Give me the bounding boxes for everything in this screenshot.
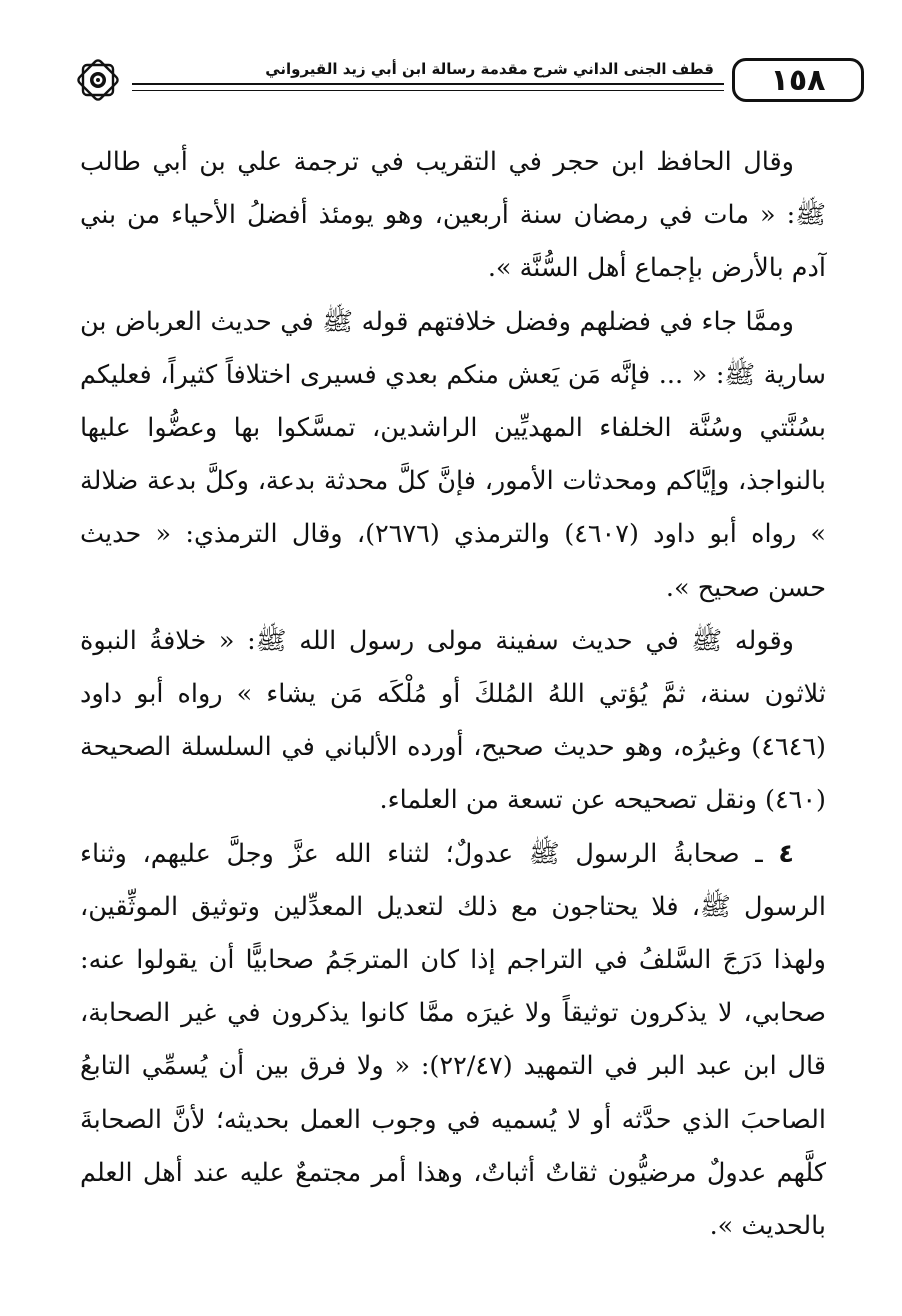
item-number: ٤ (778, 838, 794, 869)
page-number (732, 58, 864, 102)
page-header (70, 52, 864, 108)
page-number-text: ١٥٨ (770, 62, 826, 98)
paragraph-4 (80, 828, 826, 1254)
header-rule-thin (132, 90, 724, 91)
paragraph-3: وقوله ﷺ في حديث سفينة مولى رسول الله ﷺ: « خلافةُ النبوة ثلاثون سنة، ثمَّ يُؤتي اللهُ المُلكَ أو مُلْكَه مَن يشاء » رواه أبو داود (٤٦٤٦) وغيرُه، وهو حديث صحيح، أورده الألباني في السلسلة الصحيحة (٤٦٠) ونقل تصحيحه عن تسعة من العلماء. (80, 625, 826, 816)
body-text (80, 136, 826, 1253)
paragraph-1: وقال الحافظ ابن حجر في التقريب في ترجمة علي بن أبي طالب ﷺ: « مات في رمضان سنة أربعين، وهو يومئذ أفضلُ الأحياء من بني آدم بالأرض بإجماع أهل السُّنَّة ». (80, 147, 826, 284)
paragraph-2: وممَّا جاء في فضلهم وفضل خلافتهم قوله ﷺ في حديث العرباض بن سارية ﷺ: « ... فإنَّه مَن يَعش منكم بعدي فسيرى اختلافاً كثيراً، فعليكم بسُنَّتي وسُنَّة الخلفاء المهديِّين الراشدين، تمسَّكوا بها وعضُّوا عليها بالنواجذ، وإيَّاكم ومحدثات الأمور، فإنَّ كلَّ محدثة بدعة، وكلَّ بدعة ضلالة » رواه أبو داود (٤٦٠٧) والترمذي (٢٦٧٦)، وقال الترمذي: « حديث حسن صحيح ». (80, 306, 826, 603)
header-rule (132, 83, 724, 85)
running-title: قطف الجنى الداني شرح مقدمة رسالة ابن أبي زيد القيرواني (142, 56, 720, 82)
eight-point-star-icon (70, 52, 126, 108)
paragraph-4-text: ـ صحابةُ الرسول ﷺ عدولٌ؛ لثناء الله عزَّ وجلَّ عليهم، وثناء الرسول ﷺ، فلا يحتاجون مع ذلك لتعديل المعدِّلين وتوثيق الموثِّقين، ولهذا دَرَجَ السَّلفُ في التراجم إذا كان المترجَمُ صحابيًّا أن يقولوا عنه: صحابي، لا يذكرون توثيقاً ولا غيرَه ممَّا كانوا يذكرون في غير الصحابة، قال ابن عبد البر في التمهيد (٢٢/٤٧): « ولا فرق بين أن يُسمِّي التابعُ الصاحبَ الذي حدَّثه أو لا يُسميه في وجوب العمل بحديثه؛ لأنَّ الصحابةَ كلَّهم عدولٌ مرضيُّون ثقاتٌ أثباتٌ، وهذا أمر مجتمعٌ عليه عند أهل العلم بالحديث ». (80, 838, 826, 1242)
